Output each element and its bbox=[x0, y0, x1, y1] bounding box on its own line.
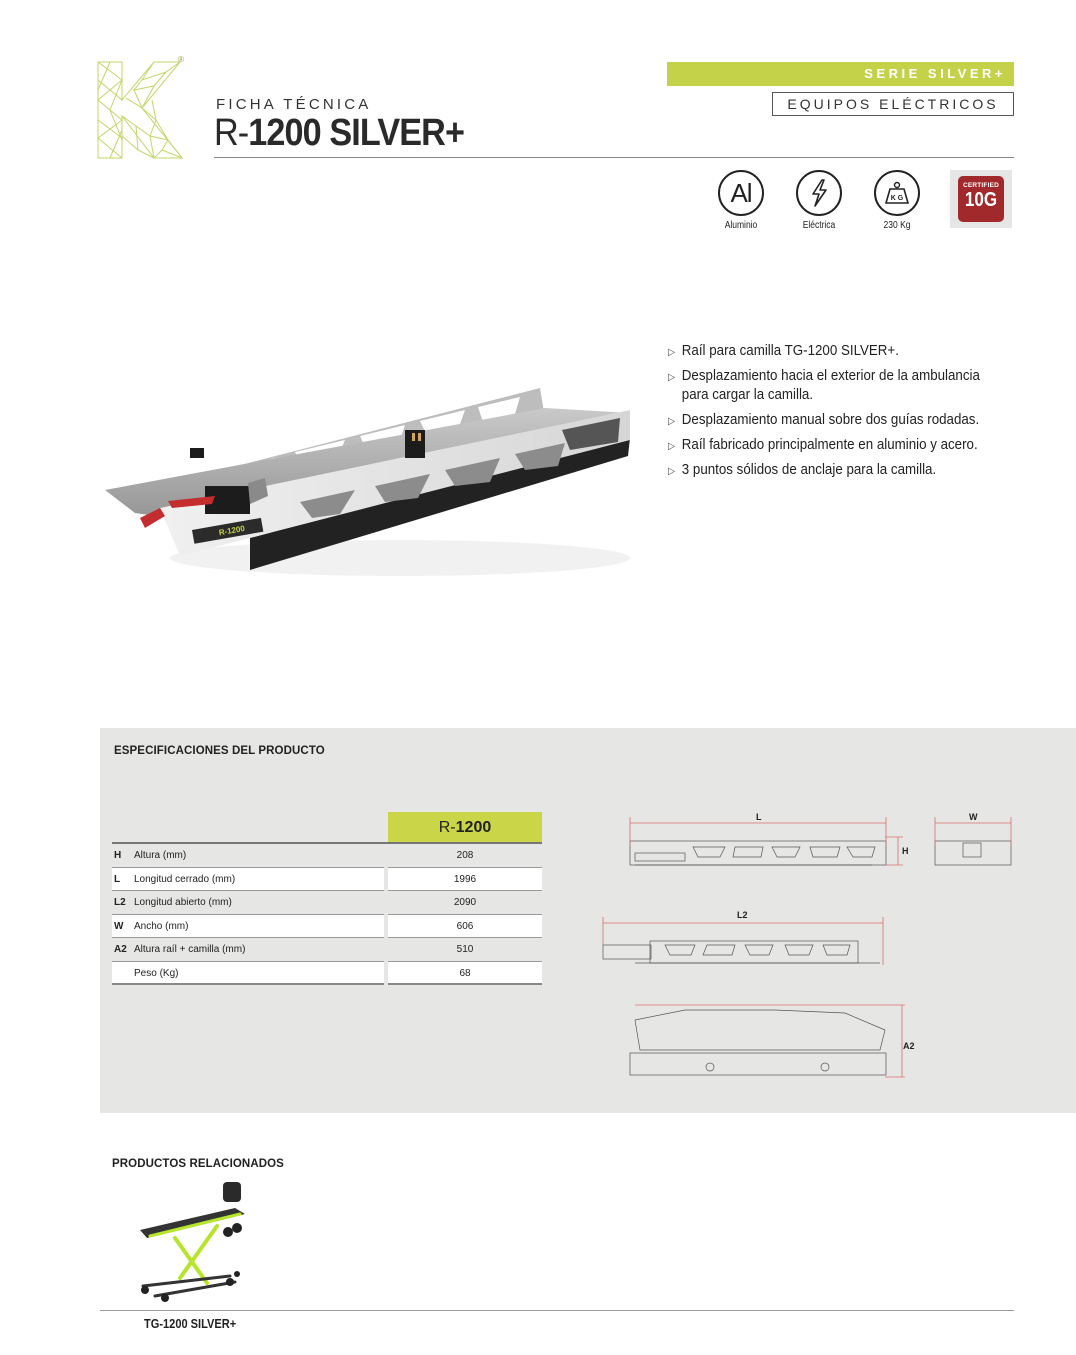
aluminium-icon: Al bbox=[718, 170, 764, 216]
table-row: L2 Longitud abierto (mm) 2090 bbox=[112, 891, 542, 915]
product-title: R-1200 SILVER+ bbox=[214, 112, 465, 154]
list-item: ▷ Desplazamiento manual sobre dos guías rodadas. bbox=[668, 411, 999, 430]
kerraser-k-logo bbox=[96, 60, 184, 160]
feature-aluminium: Al Aluminio bbox=[716, 170, 766, 231]
model-column-header: R-1200 bbox=[388, 812, 542, 842]
feature-list bbox=[668, 342, 1008, 486]
header-divider bbox=[214, 157, 1014, 158]
dimension-label-w: W bbox=[969, 812, 978, 822]
triangle-bullet-icon: ▷ bbox=[668, 416, 676, 427]
related-divider bbox=[100, 1310, 1014, 1311]
related-product-image-stretcher[interactable] bbox=[125, 1178, 265, 1303]
table-row: A2 Altura raíl + camilla (mm) 510 bbox=[112, 938, 542, 962]
registered-mark: ® bbox=[178, 55, 184, 64]
product-image-rail bbox=[100, 378, 640, 590]
feature-load: K G 230 Kg bbox=[872, 170, 922, 231]
lightning-bolt-icon bbox=[796, 170, 842, 216]
triangle-bullet-icon: ▷ bbox=[668, 466, 676, 477]
list-item: ▷ Raíl fabricado principalmente en aluminio y acero. bbox=[668, 436, 999, 455]
table-row: H Altura (mm) 208 bbox=[112, 844, 542, 868]
triangle-bullet-icon: ▷ bbox=[668, 347, 676, 358]
svg-text:K G: K G bbox=[890, 195, 904, 202]
category-badge: EQUIPOS ELÉCTRICOS bbox=[772, 92, 1014, 116]
dimension-label-l: L bbox=[756, 812, 762, 822]
document-eyebrow: FICHA TÉCNICA bbox=[216, 96, 372, 113]
specifications-heading: ESPECIFICACIONES DEL PRODUCTO bbox=[114, 745, 325, 757]
weight-kg-icon bbox=[874, 170, 920, 216]
table-row: Peso (Kg) 68 bbox=[112, 962, 542, 986]
certified-10g-badge: CERTIFIED 10G bbox=[950, 170, 1012, 228]
svg-text:R-1200: R-1200 bbox=[218, 523, 246, 538]
related-products-heading: PRODUCTOS RELACIONADOS bbox=[112, 1158, 284, 1170]
list-item: ▷ 3 puntos sólidos de anclaje para la camilla. bbox=[668, 461, 999, 480]
spec-table bbox=[112, 812, 542, 985]
dimension-label-a2: A2 bbox=[903, 1041, 915, 1051]
list-item: ▷ Raíl para camilla TG-1200 SILVER+. bbox=[668, 342, 999, 361]
table-row: W Ancho (mm) 606 bbox=[112, 915, 542, 939]
dimension-label-h: H bbox=[902, 846, 909, 856]
dimension-label-l2: L2 bbox=[737, 910, 748, 920]
feature-electric: Eléctrica bbox=[794, 170, 844, 231]
spec-table-header bbox=[112, 812, 542, 844]
list-item: ▷ Desplazamiento hacia el exterior de la ambulancia para cargar la camilla. bbox=[668, 368, 980, 403]
dimension-diagrams bbox=[595, 805, 1025, 1085]
related-product-name[interactable]: TG-1200 SILVER+ bbox=[144, 1316, 237, 1331]
series-badge: SERIE SILVER+ bbox=[667, 62, 1014, 86]
triangle-bullet-icon: ▷ bbox=[668, 441, 676, 452]
table-row: L Longitud cerrado (mm) 1996 bbox=[112, 868, 542, 892]
triangle-bullet-icon: ▷ bbox=[668, 372, 676, 383]
